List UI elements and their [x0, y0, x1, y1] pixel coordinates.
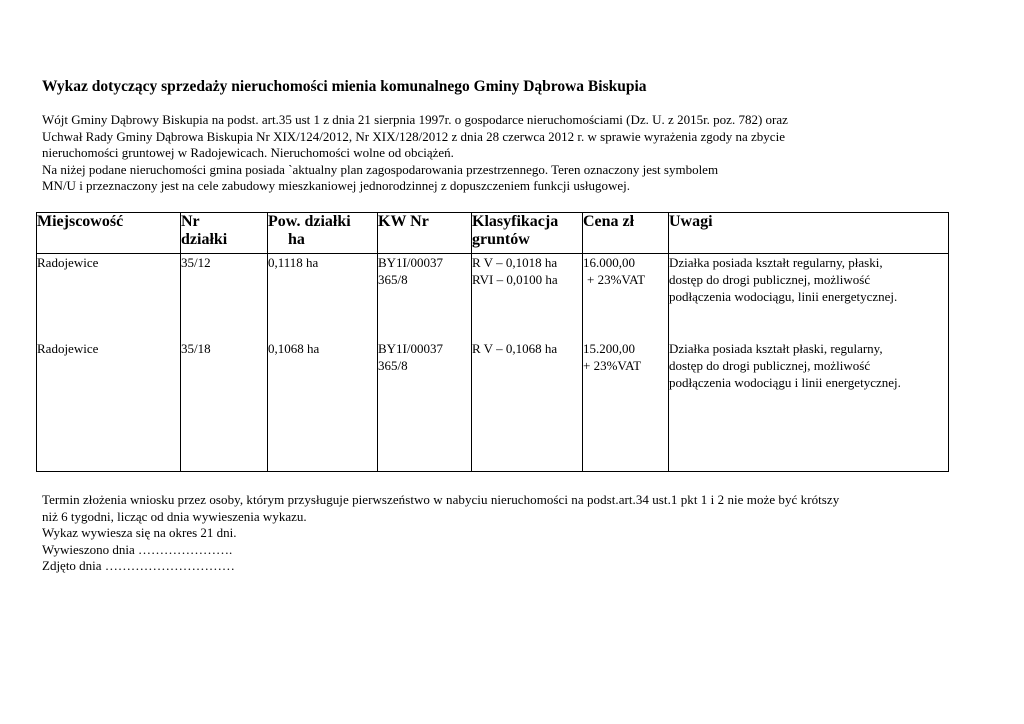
- cell-plot-area: 0,1068 ha: [268, 338, 378, 472]
- table-header-row: [37, 213, 949, 254]
- footer-line: Termin złożenia wniosku przez osoby, którym przysługuje pierwszeństwo w nabyciu nieruchomości na podst.art.34 ust.1 pkt 1 i 2 nie może być krótszy: [42, 492, 840, 507]
- footer-line: niż 6 tygodni, licząc od dnia wywieszenia wykazu.: [42, 508, 307, 524]
- intro-line: nieruchomości gruntowej w Radojewicach. Nieruchomości wolne od obciążeń.: [42, 145, 454, 161]
- property-table: [36, 212, 949, 472]
- cell-plot-area: 0,1118 ha: [268, 254, 378, 338]
- table-row: [37, 338, 949, 472]
- cell-plot-number: 35/12: [181, 254, 268, 338]
- header-notes: Uwagi: [669, 213, 949, 254]
- cell-notes: Działka posiada kształt regularny, płaski, dostęp do drogi publicznej, możliwość podłączenia wodociągu, linii energetycznej.: [669, 254, 949, 338]
- header-kw-number: KW Nr: [378, 213, 472, 254]
- cell-location: Radojewice: [37, 254, 181, 338]
- header-price: Cena zł: [583, 213, 669, 254]
- footer-line: Wykaz wywiesza się na okres 21 dni.: [42, 525, 237, 541]
- header-plot-number: Nr działki: [181, 213, 268, 254]
- intro-line: MN/U i przeznaczony jest na cele zabudowy mieszkaniowej jednorodzinnej z dopuszczeniem funkcji usługowej.: [42, 178, 631, 194]
- cell-kw-number: BY1I/00037 365/8: [378, 338, 472, 472]
- cell-price: 15.200,00 + 23%VAT: [583, 338, 669, 472]
- cell-land-classification: R V – 0,1018 ha RVI – 0,0100 ha: [472, 254, 583, 338]
- document-title: Wykaz dotyczący sprzedaży nieruchomości mienia komunalnego Gminy Dąbrowa Biskupia: [42, 78, 647, 95]
- cell-notes: Działka posiada kształt płaski, regularny, dostęp do drogi publicznej, możliwość podłączenia wodociągu i linii energetycznej.: [669, 338, 949, 472]
- intro-line: Wójt Gminy Dąbrowy Biskupia na podst. art.35 ust 1 z dnia 21 sierpnia 1997r. o gospodarce nieruchomościami (Dz. U. z 2015r. poz. 782) oraz: [42, 112, 788, 127]
- header-location: Miejscowość: [37, 213, 181, 254]
- cell-price: 16.000,00 + 23%VAT: [583, 254, 669, 338]
- cell-land-classification: R V – 0,1068 ha: [472, 338, 583, 472]
- cell-plot-number: 35/18: [181, 338, 268, 472]
- table-row: [37, 254, 949, 338]
- removed-date-line: Zdjęto dnia …………………………: [42, 558, 235, 574]
- intro-paragraph: [42, 112, 962, 195]
- posted-date-line: Wywieszono dnia ………………….: [42, 541, 233, 557]
- cell-kw-number: BY1I/00037 365/8: [378, 254, 472, 338]
- header-land-classification: Klasyfikacja gruntów: [472, 213, 583, 254]
- footer-paragraph: [42, 492, 962, 575]
- intro-line: Na niżej podane nieruchomości gmina posiada `aktualny plan zagospodarowania przestrzennego. Teren oznaczony jest symbolem: [42, 161, 719, 177]
- intro-line: Uchwał Rady Gminy Dąbrowa Biskupia Nr XIX/124/2012, Nr XIX/128/2012 z dnia 28 czerwca 2012 r. w sprawie wyrażenia zgody na zbycie: [42, 128, 785, 144]
- header-plot-area: Pow. działki ha: [268, 213, 378, 254]
- cell-location: Radojewice: [37, 338, 181, 472]
